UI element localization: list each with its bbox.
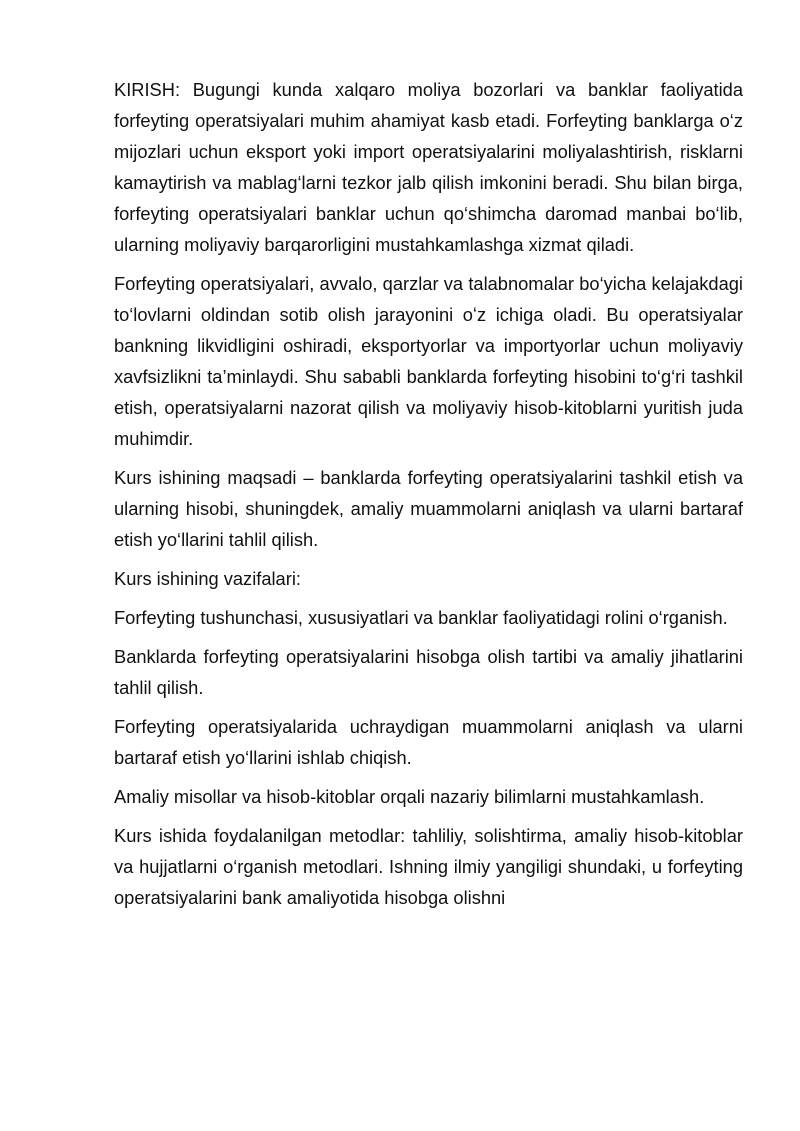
paragraph-task-4: Amaliy misollar va hisob-kitoblar orqali nazariy bilimlarni mustahkamlash. [114, 786, 705, 807]
paragraph-goal: Kurs ishining maqsadi – banklarda forfeyting operatsiyalarini tashkil etish va ularning hisobi, shuningdek, amaliy muammolarni aniqlash va ularni bartaraf etish yo‘llarini tahlil qilish. [114, 467, 743, 550]
paragraph-task-2: Banklarda forfeyting operatsiyalarini hisobga olish tartibi va amaliy jihatlarini tahlil qilish. [114, 646, 743, 698]
paragraph-task-1: Forfeyting tushunchasi, xususiyatlari va banklar faoliyatidagi rolini o‘rganish. [114, 607, 728, 628]
paragraph-intro: KIRISH: Bugungi kunda xalqaro moliya bozorlari va banklar faoliyatida forfeyting operatsiyalari muhim ahamiyat kasb etadi. Forfeyting banklarga o‘z mijozlari uchun eksport yoki import operatsiyalarini moliyalashtirish, risklarni kamaytirish va mablag‘larni tezkor jalb qilish imkonini beradi. Shu bilan birga, forfeyting operatsiyalari banklar uchun qo‘shimcha daromad manbai bo‘lib, ularning moliyaviy barqarorligini mustahkamlashga xizmat qiladi. [114, 79, 743, 255]
paragraph-task-3: Forfeyting operatsiyalarida uchraydigan muammolarni aniqlash va ularni bartaraf etish yo‘llarini ishlab chiqish. [114, 716, 743, 768]
paragraph-operations: Forfeyting operatsiyalari, avvalo, qarzlar va talabnomalar bo‘yicha kelajakdagi to‘lovlarni oldindan sotib olish jarayonini oʻz ichiga oladi. Bu operatsiyalar bankning likvidligini oshiradi, eksportyorlar va importyorlar uchun moliyaviy xavfsizlikni ta’minlaydi. Shu sababli banklarda forfeyting hisobini to‘g‘ri tashkil etish, operatsiyalarni nazorat qilish va moliyaviy hisob-kitoblarni yuritish juda muhimdir. [114, 273, 743, 449]
paragraph-methods: Kurs ishida foydalanilgan metodlar: tahliliy, solishtirma, amaliy hisob-kitoblar va hujjatlarni o‘rganish metodlari. Ishning ilmiy yangiligi shundaki, u forfeyting operatsiyalarini bank amaliyotida hisobga olishni [114, 825, 743, 908]
paragraph-tasks-heading: Kurs ishining vazifalari: [114, 568, 301, 589]
